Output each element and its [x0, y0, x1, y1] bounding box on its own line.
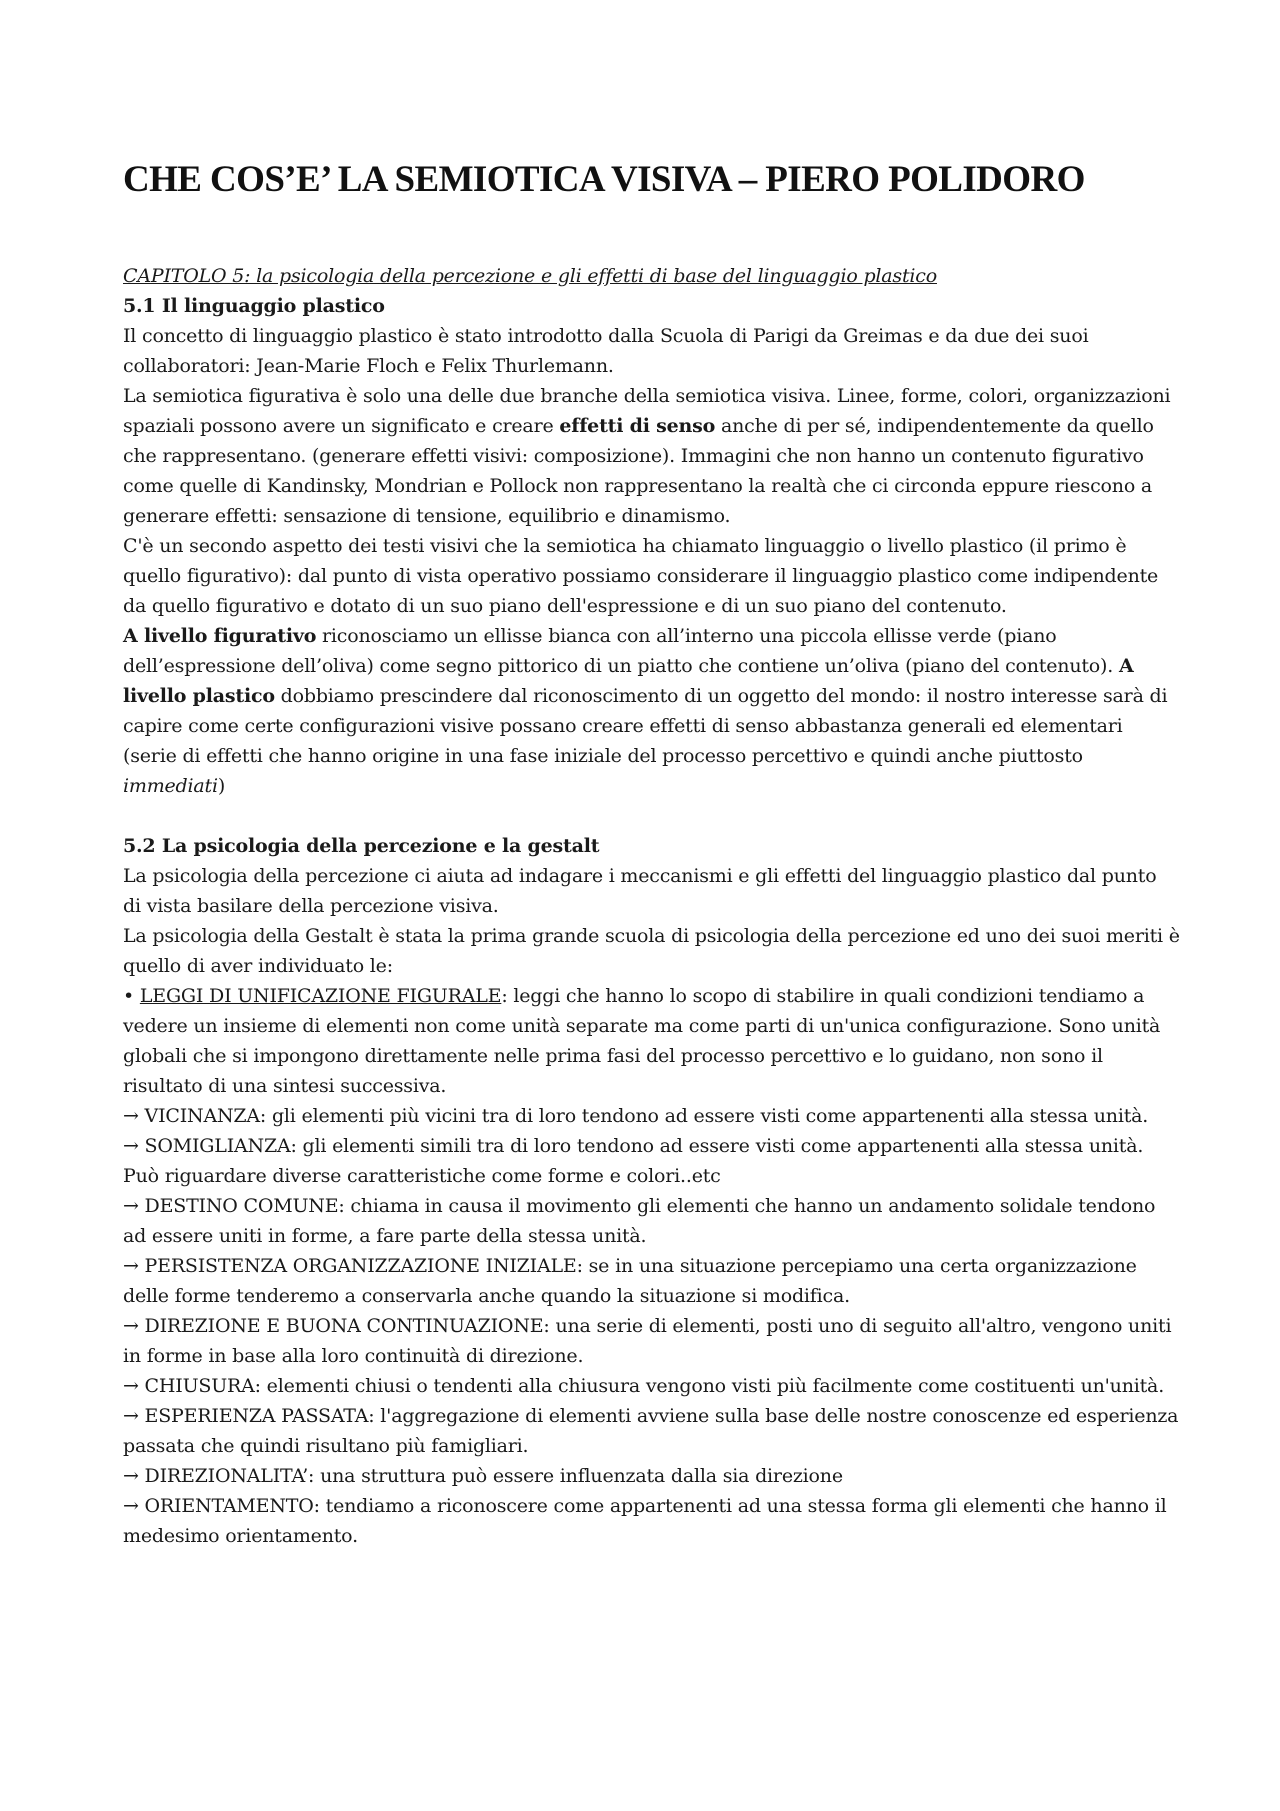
law-item: → SOMIGLIANZA: gli elementi simili tra di loro tendono ad essere visti come appartenenti alla stessa unità. Può riguardare diverse caratteristiche come forme e colori..etc: [123, 1135, 1144, 1187]
bullet-item: [123, 981, 1180, 1101]
paragraph: La psicologia della Gestalt è stata la prima grande scuola di psicologia della percezione ed uno dei suoi meriti è quello di aver individuato le:: [123, 925, 1180, 977]
spacer: [123, 801, 1180, 831]
law-item: → DESTINO COMUNE: chiama in causa il movimento gli elementi che hanno un andamento solidale tendono ad essere uniti in forme, a fare parte della stessa unità.: [123, 1195, 1156, 1247]
law-item: → DIREZIONALITA’: una struttura può essere influenzata dalla sia direzione: [123, 1465, 843, 1487]
paragraph: La psicologia della percezione ci aiuta ad indagare i meccanismi e gli effetti del linguaggio plastico dal punto di vista basilare della percezione visiva.: [123, 865, 1157, 917]
paragraph: [123, 621, 1180, 801]
bold-term: A livello plastico: [123, 655, 1134, 707]
bold-term: A livello figurativo: [123, 625, 317, 647]
underlined-term: LEGGI DI UNIFICAZIONE FIGURALE: [139, 985, 502, 1007]
text-run: ): [217, 775, 226, 797]
law-item: → ORIENTAMENTO: tendiamo a riconoscere come appartenenti ad una stessa forma gli elementi che hanno il medesimo orientamento.: [123, 1495, 1167, 1547]
document-body: [123, 291, 1180, 1551]
section-heading-5-2: 5.2 La psicologia della percezione e la gestalt: [123, 835, 600, 857]
section-heading-5-1: 5.1 Il linguaggio plastico: [123, 295, 385, 317]
law-item: → PERSISTENZA ORGANIZZAZIONE INIZIALE: se in una situazione percepiamo una certa organizzazione delle forme tenderemo a conservarla anche quando la situazione si modifica.: [123, 1255, 1137, 1307]
bullet-icon: •: [123, 985, 140, 1007]
text-run: dobbiamo prescindere dal riconoscimento di un oggetto del mondo: il nostro interesse sarà di capire come certe configurazioni visive possano creare effetti di senso abbastanza generali ed elementari (serie di effetti che hanno origine in una fase iniziale del processo percettivo e quindi anche piuttosto: [123, 685, 1168, 767]
text-run: anche di per sé, indipendentemente da quello che rappresentano. (generare effetti visivi: composizione). Immagini che non hanno un contenuto figurativo come quelle di Kandinsky, Mondrian e Pollock non rappresentano la realtà che ci circonda eppure riescono a generare effetti: sensazione di tensione, equilibrio e dinamismo.: [123, 415, 1154, 527]
law-item: → ESPERIENZA PASSATA: l'aggregazione di elementi avviene sulla base delle nostre conoscenze ed esperienza passata che quindi risultano più famigliari.: [123, 1405, 1179, 1457]
text-run: : leggi che hanno lo scopo di stabilire in quali condizioni tendiamo a vedere un insieme di elementi non come unità separate ma come parti di un'unica configurazione. Sono unità globali che si impongono direttamente nelle prima fasi del processo percettivo e lo guidano, non sono il risultato di una sintesi successiva.: [123, 985, 1161, 1097]
paragraph: C'è un secondo aspetto dei testi visivi che la semiotica ha chiamato linguaggio o livello plastico (il primo è quello figurativo): dal punto di vista operativo possiamo considerare il linguaggio plastico come indipendente da quello figurativo e dotato di un suo piano dell'espressione e di un suo piano del contenuto.: [123, 535, 1159, 617]
italic-term: immediati: [123, 775, 218, 797]
law-item: → VICINANZA: gli elementi più vicini tra di loro tendono ad essere visti come appartenenti alla stessa unità.: [123, 1105, 1149, 1127]
text-run: La semiotica figurativa è solo una delle due branche della semiotica visiva. Linee, forme, colori, organizzazioni spaziali possono avere un significato e creare: [123, 385, 1171, 437]
paragraph: [123, 381, 1180, 531]
law-item: → CHIUSURA: elementi chiusi o tendenti alla chiusura vengono visti più facilmente come costituenti un'unità.: [123, 1375, 1165, 1397]
text-run: riconosciamo un ellisse bianca con all’interno una piccola ellisse verde (piano dell’espressione dell’oliva) come segno pittorico di un piatto che contiene un’oliva (piano del contenuto).: [123, 625, 1119, 677]
document-title: CHE COS’E’ LA SEMIOTICA VISIVA – PIERO POLIDORO: [123, 159, 1085, 200]
chapter-heading: CAPITOLO 5: la psicologia della percezione e gli effetti di base del linguaggio plastico: [123, 265, 937, 287]
bold-term: effetti di senso: [559, 415, 716, 437]
paragraph: Il concetto di linguaggio plastico è stato introdotto dalla Scuola di Parigi da Greimas e da due dei suoi collaboratori: Jean-Marie Floch e Felix Thurlemann.: [123, 325, 1089, 377]
law-item: → DIREZIONE E BUONA CONTINUAZIONE: una serie di elementi, posti uno di seguito all'altro, vengono uniti in forme in base alla loro continuità di direzione.: [123, 1315, 1172, 1367]
